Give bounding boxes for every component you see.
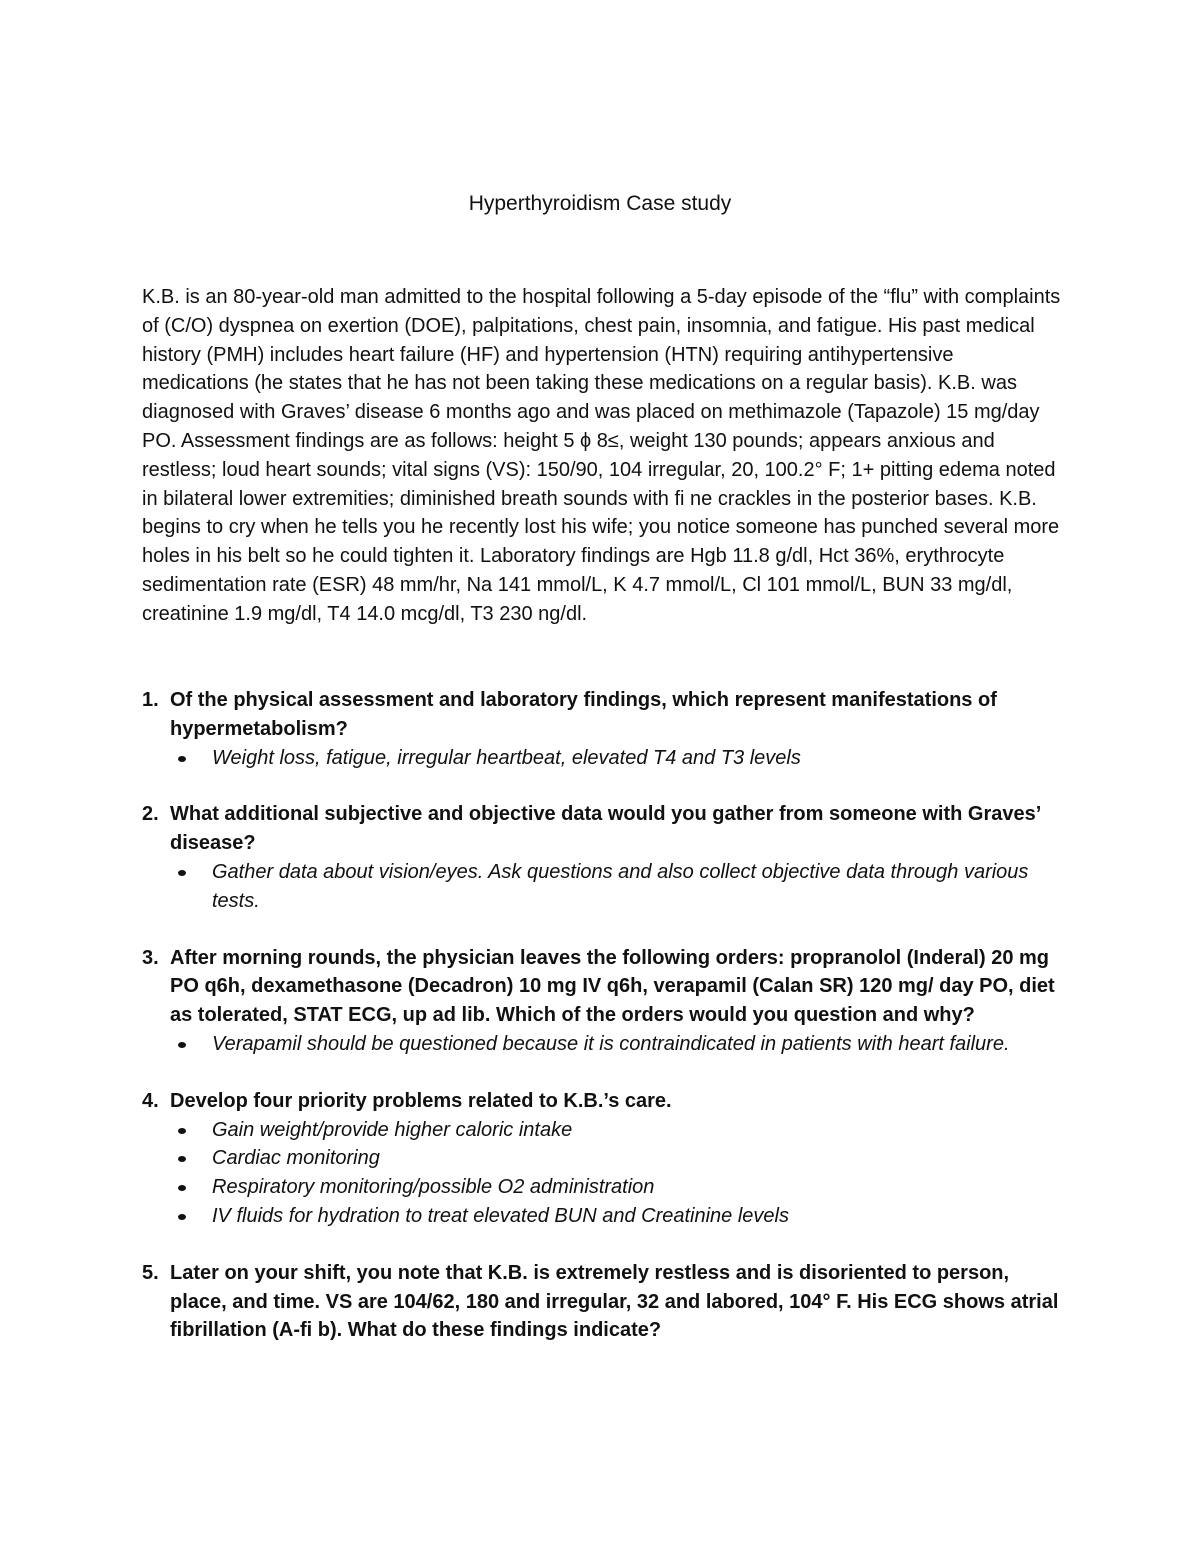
answer-text: Weight loss, fatigue, irregular heartbeat, elevated T4 and T3 levels xyxy=(212,746,801,769)
answer-list xyxy=(170,1030,1062,1059)
question-number: 5. xyxy=(142,1261,159,1284)
bullet-icon xyxy=(178,1185,186,1191)
answer-text: Respiratory monitoring/possible O2 administration xyxy=(212,1176,655,1199)
question-text: Later on your shift, you note that K.B. is extremely restless and is disoriented to person, place, and time. VS are 104/62, 180 and irregular, 32 and labored, 104° F. His ECG shows atrial fibrillation (A-fi b). What do these findings indicate? xyxy=(170,1261,1059,1342)
answer-item xyxy=(170,1144,1062,1173)
document-title: Hyperthyroidism Case study xyxy=(468,192,732,215)
question-text: Develop four priority problems related to K.B.’s care. xyxy=(170,1089,672,1112)
answer-list xyxy=(170,858,1062,916)
bullet-icon xyxy=(178,1214,186,1220)
question-item xyxy=(142,1259,1062,1345)
bullet-icon xyxy=(178,1156,186,1162)
bullet-icon xyxy=(178,1042,186,1048)
answer-text: Gather data about vision/eyes. Ask questions and also collect objective data through various tests. xyxy=(212,860,1029,912)
answer-item xyxy=(170,1202,1062,1231)
case-intro-paragraph: K.B. is an 80-year-old man admitted to the hospital following a 5-day episode of the “flu” with complaints of (C/O) dyspnea on exertion (DOE), palpitations, chest pain, insomnia, and fatigue. His past medical history (PMH) includes heart failure (HF) and hypertension (HTN) requiring antihypertensive medications (he states that he has not been taking these medications on a regular basis). K.B. was diagnosed with Graves’ disease 6 months ago and was placed on methimazole (Tapazole) 15 mg/day PO. Assessment findings are as follows: height 5 ϕ 8≤, weight 130 pounds; appears anxious and restless; loud heart sounds; vital signs (VS): 150/90, 104 irregular, 20, 100.2° F; 1+ pitting edema noted in bilateral lower extremities; diminished breath sounds with fi ne crackles in the posterior bases. K.B. begins to cry when he tells you he recently lost his wife; you notice someone has punched several more holes in his belt so he could tighten it. Laboratory findings are Hgb 11.8 g/dl, Hct 36%, erythrocyte sedimentation rate (ESR) 48 mm/hr, Na 141 mmol/L, K 4.7 mmol/L, Cl 101 mmol/L, BUN 33 mg/dl, creatinine 1.9 mg/dl, T4 14.0 mcg/dl, T3 230 ng/dl. xyxy=(142,286,1061,625)
answer-item xyxy=(170,858,1062,916)
answer-item xyxy=(170,1116,1062,1145)
answer-text: IV fluids for hydration to treat elevated BUN and Creatinine levels xyxy=(212,1204,789,1227)
bullet-icon xyxy=(178,870,186,876)
answer-item xyxy=(170,744,1062,773)
question-text: What additional subjective and objective data would you gather from someone with Graves’ disease? xyxy=(170,803,1041,855)
answer-list xyxy=(170,744,1062,773)
question-number: 4. xyxy=(142,1089,159,1112)
question-number: 1. xyxy=(142,689,159,711)
answer-text: Gain weight/provide higher caloric intake xyxy=(212,1118,573,1141)
question-item xyxy=(142,686,1062,772)
answer-item xyxy=(170,1030,1062,1059)
answer-item xyxy=(170,1173,1062,1202)
question-number: 2. xyxy=(142,803,159,826)
answer-list xyxy=(170,1116,1062,1231)
question-text: After morning rounds, the physician leaves the following orders: propranolol (Inderal) 20 mg PO q6h, dexamethasone (Decadron) 10 mg IV q6h, verapamil (Calan SR) 120 mg/ day PO, diet as tolerated, STAT ECG, up ad lib. Which of the orders would you question and why? xyxy=(170,946,1055,1027)
bullet-icon xyxy=(178,1128,186,1134)
question-item xyxy=(142,1087,1062,1231)
question-list xyxy=(142,686,1062,1373)
answer-text: Cardiac monitoring xyxy=(212,1147,380,1170)
question-number: 3. xyxy=(142,946,159,969)
answer-text: Verapamil should be questioned because it is contraindicated in patients with heart failure. xyxy=(212,1032,1010,1055)
bullet-icon xyxy=(178,756,186,762)
question-text: Of the physical assessment and laboratory findings, which represent manifestations of hypermetabolism? xyxy=(170,689,997,740)
question-item xyxy=(142,944,1062,1059)
question-item xyxy=(142,800,1062,915)
